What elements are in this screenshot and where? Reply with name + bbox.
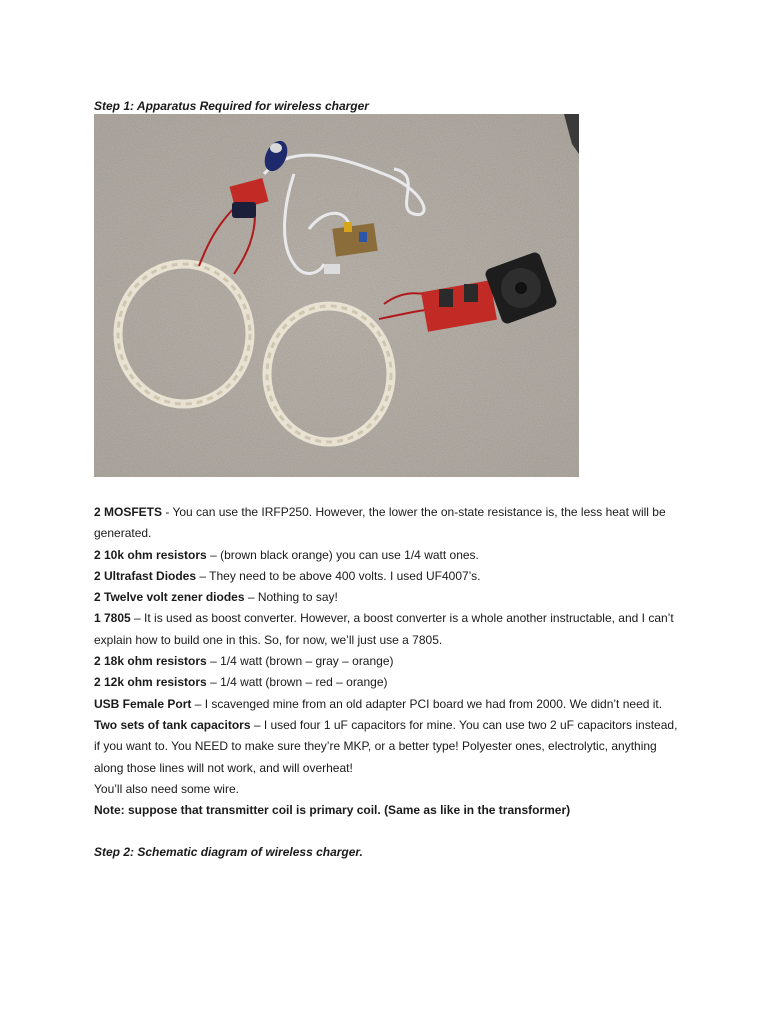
transformer-note: Note: suppose that transmitter coil is primary coil. (Same as like in the transformer) bbox=[94, 803, 571, 818]
item-title: USB Female Port bbox=[94, 696, 192, 711]
item-text: – 1/4 watt (brown – gray – orange) bbox=[206, 654, 394, 669]
item-text: – 1/4 watt (brown – red – orange) bbox=[206, 675, 388, 690]
item-text: – I used four 1 uF capacitors for mine. You can use two 2 uF capacitors instead, if you want to. You NEED to make sure they’re MKP, or a better type! Polyester ones, electrolytic, anything along those lines will not work, and will overheat! bbox=[94, 717, 678, 775]
item-text: - You can use the IRFP250. However, the lower the on-state resistance is, the less heat will be generated. bbox=[94, 505, 666, 541]
list-item bbox=[94, 715, 684, 779]
item-text: – I scavenged mine from an old adapter PCI board we had from 2000. We didn’t need it. bbox=[191, 696, 663, 711]
list-item bbox=[94, 587, 684, 608]
step1-heading: Step 1: Apparatus Required for wireless charger bbox=[94, 99, 369, 113]
item-title: 2 Twelve volt zener diodes bbox=[94, 590, 245, 605]
list-item bbox=[94, 545, 684, 566]
list-item bbox=[94, 694, 684, 715]
list-item bbox=[94, 608, 684, 651]
item-text: – Nothing to say! bbox=[244, 590, 338, 605]
list-item bbox=[94, 502, 684, 545]
item-text: – It is used as boost converter. However, a boost converter is a whole another instructable, and I can’t explain how to build one in this. So, for now, we’ll just use a 7805. bbox=[94, 611, 674, 647]
item-title: 1 7805 bbox=[94, 611, 131, 626]
receiver-board bbox=[332, 223, 377, 257]
item-title: 2 10k ohm resistors bbox=[94, 547, 207, 562]
item-title: 2 MOSFETS bbox=[94, 505, 163, 519]
item-title: 2 12k ohm resistors bbox=[94, 675, 207, 690]
list-item bbox=[94, 651, 684, 672]
list-item bbox=[94, 672, 684, 693]
item-text: – (brown black orange) you can use 1/4 watt ones. bbox=[206, 547, 479, 562]
list-item bbox=[94, 566, 684, 587]
apparatus-photo bbox=[94, 114, 579, 477]
item-title: Two sets of tank capacitors bbox=[94, 717, 251, 732]
item-title: 2 18k ohm resistors bbox=[94, 654, 207, 669]
wire-note: You’ll also need some wire. bbox=[94, 781, 239, 796]
item-text: – They need to be above 400 volts. I used UF4007’s. bbox=[196, 568, 481, 583]
step2-heading: Step 2: Schematic diagram of wireless charger. bbox=[94, 845, 363, 859]
item-title: 2 Ultrafast Diodes bbox=[94, 568, 197, 583]
apparatus-list bbox=[94, 502, 684, 821]
